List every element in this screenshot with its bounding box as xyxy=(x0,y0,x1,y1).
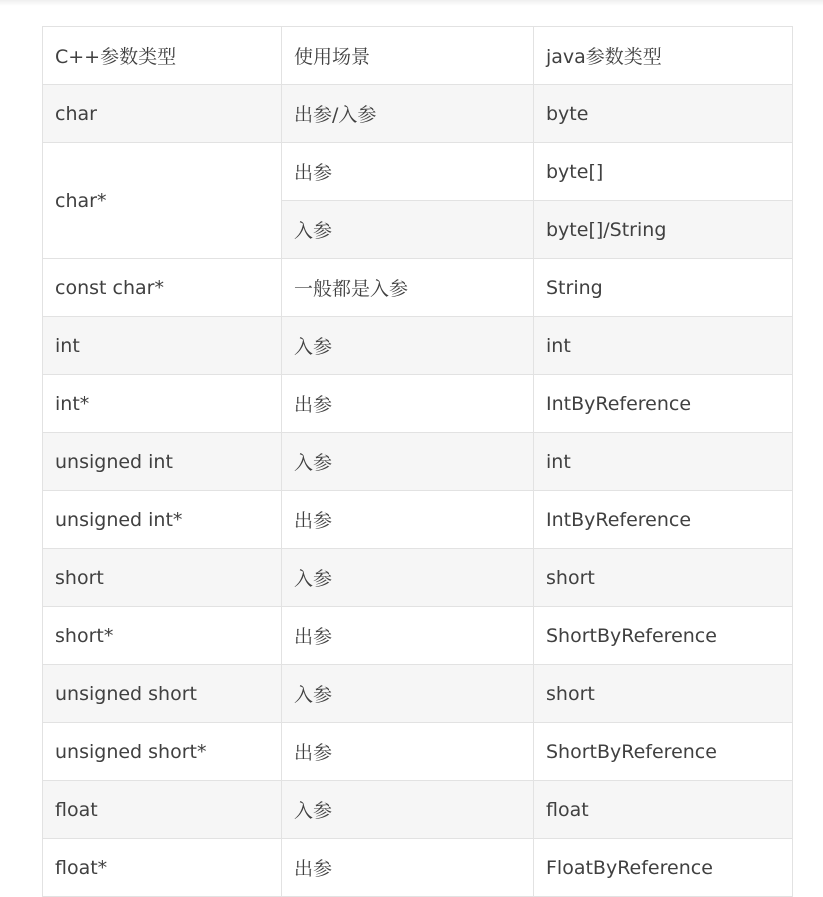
cpp-type-cell: float xyxy=(43,781,282,839)
java-type-cell: byte[]/String xyxy=(534,201,793,259)
table-row xyxy=(43,433,793,491)
usage-cell: 出参 xyxy=(282,375,534,433)
cpp-type-cell: char xyxy=(43,85,282,143)
java-type-cell: FloatByReference xyxy=(534,839,793,897)
usage-cell: 一般都是入参 xyxy=(282,259,534,317)
usage-cell: 出参/入参 xyxy=(282,85,534,143)
type-mapping-table xyxy=(42,26,793,897)
java-type-cell: int xyxy=(534,317,793,375)
table-row xyxy=(43,607,793,665)
java-type-cell: IntByReference xyxy=(534,375,793,433)
usage-cell: 入参 xyxy=(282,433,534,491)
table-row xyxy=(43,375,793,433)
table-row xyxy=(43,781,793,839)
java-type-cell: short xyxy=(534,665,793,723)
header-java-type: java参数类型 xyxy=(534,27,793,85)
cpp-type-cell: float* xyxy=(43,839,282,897)
table-row xyxy=(43,549,793,607)
usage-cell: 出参 xyxy=(282,491,534,549)
table-row xyxy=(43,839,793,897)
java-type-cell: short xyxy=(534,549,793,607)
table-row xyxy=(43,491,793,549)
cpp-type-cell: unsigned short* xyxy=(43,723,282,781)
cpp-type-cell: int* xyxy=(43,375,282,433)
table-row xyxy=(43,85,793,143)
java-type-cell: int xyxy=(534,433,793,491)
table-header-row xyxy=(43,27,793,85)
table-row xyxy=(43,723,793,781)
usage-cell: 入参 xyxy=(282,317,534,375)
java-type-cell: IntByReference xyxy=(534,491,793,549)
table-row xyxy=(43,665,793,723)
usage-cell: 出参 xyxy=(282,143,534,201)
usage-cell: 出参 xyxy=(282,723,534,781)
table-row xyxy=(43,143,793,201)
cpp-type-cell: char* xyxy=(43,143,282,259)
table-row xyxy=(43,259,793,317)
usage-cell: 入参 xyxy=(282,201,534,259)
cpp-type-cell: const char* xyxy=(43,259,282,317)
usage-cell: 出参 xyxy=(282,839,534,897)
java-type-cell: byte xyxy=(534,85,793,143)
cpp-type-cell: unsigned int xyxy=(43,433,282,491)
header-cpp-type: C++参数类型 xyxy=(43,27,282,85)
table-row xyxy=(43,317,793,375)
usage-cell: 出参 xyxy=(282,607,534,665)
top-shadow-strip xyxy=(0,0,823,6)
cpp-type-cell: unsigned int* xyxy=(43,491,282,549)
usage-cell: 入参 xyxy=(282,665,534,723)
java-type-cell: float xyxy=(534,781,793,839)
cpp-type-cell: unsigned short xyxy=(43,665,282,723)
java-type-cell: String xyxy=(534,259,793,317)
usage-cell: 入参 xyxy=(282,781,534,839)
cpp-type-cell: short xyxy=(43,549,282,607)
java-type-cell: ShortByReference xyxy=(534,723,793,781)
header-usage: 使用场景 xyxy=(282,27,534,85)
java-type-cell: ShortByReference xyxy=(534,607,793,665)
java-type-cell: byte[] xyxy=(534,143,793,201)
cpp-type-cell: short* xyxy=(43,607,282,665)
usage-cell: 入参 xyxy=(282,549,534,607)
cpp-type-cell: int xyxy=(43,317,282,375)
